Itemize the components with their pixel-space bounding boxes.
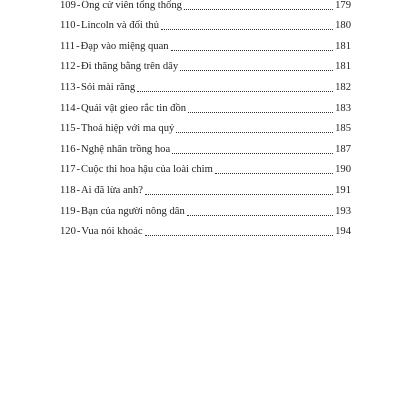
entry-page-number: 179 bbox=[335, 0, 351, 11]
dot-leader bbox=[161, 21, 333, 30]
toc-entry bbox=[60, 115, 351, 136]
dot-leader bbox=[215, 165, 333, 174]
entry-page-number: 183 bbox=[335, 102, 351, 114]
toc-entry bbox=[60, 32, 351, 53]
entry-page-number: 190 bbox=[335, 164, 351, 176]
entry-separator: - bbox=[76, 205, 81, 217]
entry-title: Đạp vào miệng quan bbox=[80, 40, 169, 52]
toc-entry bbox=[60, 53, 351, 74]
entry-page-number: 181 bbox=[335, 61, 351, 73]
dot-leader bbox=[137, 83, 333, 92]
entry-page-number: 194 bbox=[335, 226, 351, 238]
entry-separator: - bbox=[76, 123, 81, 135]
dot-leader bbox=[176, 124, 333, 133]
entry-number: 115 bbox=[60, 123, 76, 135]
table-of-contents bbox=[60, 0, 351, 238]
toc-entry bbox=[60, 94, 351, 115]
entry-page-number: 191 bbox=[335, 184, 351, 196]
toc-entry bbox=[60, 135, 351, 156]
entry-title: Ai đã lừa anh? bbox=[81, 184, 143, 196]
entry-page-number: 185 bbox=[335, 123, 351, 135]
entry-page-number: 180 bbox=[335, 20, 351, 32]
entry-page-number: 193 bbox=[335, 205, 351, 217]
entry-separator: - bbox=[76, 184, 81, 196]
toc-entry bbox=[60, 156, 351, 177]
entry-title: Nghệ nhân trồng hoa bbox=[81, 143, 171, 155]
toc-entry bbox=[60, 176, 351, 197]
dot-leader bbox=[180, 62, 333, 71]
entry-title: Quái vật gieo rắc tin đồn bbox=[81, 102, 187, 114]
entry-title: Sói mài răng bbox=[81, 81, 136, 93]
entry-separator: - bbox=[76, 61, 81, 73]
entry-separator: - bbox=[76, 81, 81, 93]
entry-separator: - bbox=[76, 20, 81, 32]
dot-leader bbox=[187, 207, 333, 216]
entry-number: 109 bbox=[60, 0, 76, 11]
toc-entry bbox=[60, 218, 351, 239]
toc-entry bbox=[60, 73, 351, 94]
toc-entry bbox=[60, 12, 351, 33]
toc-entry bbox=[60, 0, 351, 12]
dot-leader bbox=[172, 145, 333, 154]
entry-separator: - bbox=[76, 143, 81, 155]
entry-page-number: 182 bbox=[335, 81, 351, 93]
entry-separator: - bbox=[76, 40, 80, 52]
entry-separator: - bbox=[76, 226, 81, 238]
entry-page-number: 187 bbox=[335, 143, 351, 155]
entry-number: 116 bbox=[60, 143, 76, 155]
entry-title: Đi thăng bằng trên dây bbox=[81, 61, 179, 73]
entry-title: Cuộc thi hoa hậu của loài chim bbox=[81, 164, 213, 176]
dot-leader bbox=[145, 186, 333, 195]
entry-separator: - bbox=[76, 102, 81, 114]
entry-number: 111 bbox=[60, 40, 76, 52]
entry-number: 119 bbox=[60, 205, 76, 217]
entry-number: 118 bbox=[60, 184, 76, 196]
entry-page-number: 181 bbox=[335, 40, 351, 52]
entry-number: 113 bbox=[60, 81, 76, 93]
entry-number: 120 bbox=[60, 226, 76, 238]
entry-title: Bạn của người nông dân bbox=[81, 205, 185, 217]
entry-number: 114 bbox=[60, 102, 76, 114]
entry-number: 117 bbox=[60, 164, 76, 176]
entry-title: Thoả hiệp với ma quỷ bbox=[81, 123, 175, 135]
entry-title: Ông cử viên tổng thống bbox=[81, 0, 182, 11]
entry-number: 110 bbox=[60, 20, 76, 32]
entry-title: Lincoln và đối thủ bbox=[81, 20, 159, 32]
entry-title: Vua nói khoác bbox=[81, 226, 143, 238]
dot-leader bbox=[171, 42, 334, 51]
dot-leader bbox=[188, 104, 333, 113]
entry-separator: - bbox=[76, 164, 81, 176]
dot-leader bbox=[145, 227, 334, 236]
entry-number: 112 bbox=[60, 61, 76, 73]
entry-separator: - bbox=[76, 0, 81, 11]
dot-leader bbox=[184, 1, 333, 10]
toc-entry bbox=[60, 197, 351, 218]
